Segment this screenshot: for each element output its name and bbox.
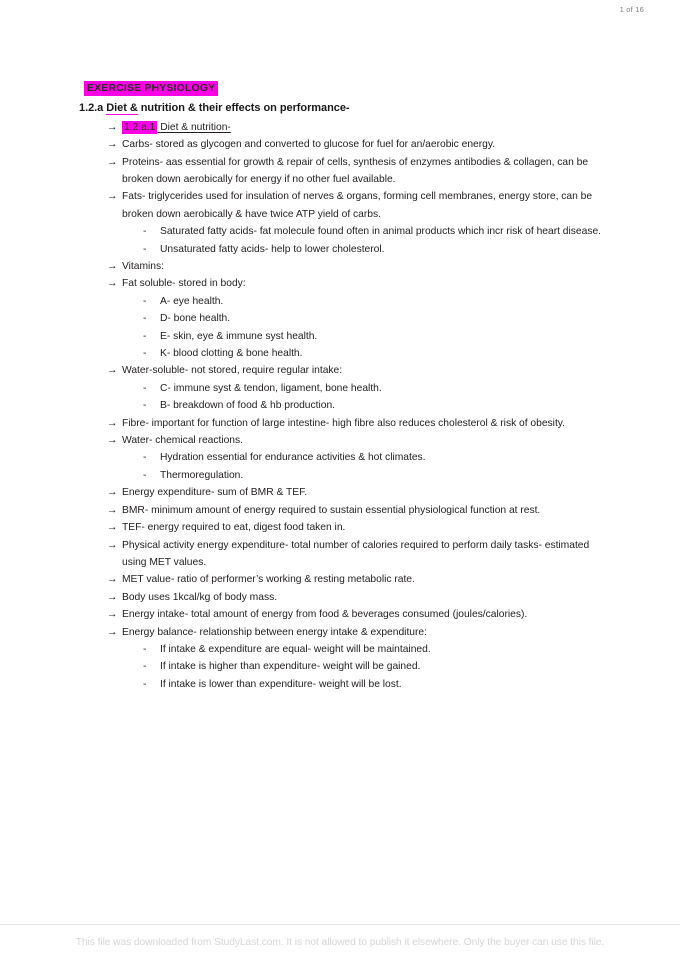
list-item-text: Fats- triglycerides used for insulation of nerves & organs, forming cell membranes, energy store, can be broken down aerobically & have twice ATP yield of carbs. [122, 191, 593, 220]
sub-list [122, 641, 602, 693]
list-item [0, 571, 680, 588]
dash-bullet-icon: - [143, 330, 147, 342]
sub-list-item [122, 676, 602, 693]
dash-bullet-icon: - [143, 678, 147, 690]
dash-bullet-icon: - [143, 469, 147, 481]
arrow-bullet-icon: → [107, 260, 118, 273]
sub-list-item-text: Hydration essential for endurance activities & hot climates. [160, 452, 426, 464]
list-item-text: Vitamins: [122, 261, 164, 273]
list-item-text: Energy balance- relationship between energy intake & expenditure: [122, 626, 427, 638]
sub-list-item-text: B- breakdown of food & hb production. [160, 400, 335, 412]
sub-list-item [122, 467, 602, 484]
arrow-bullet-icon: → [107, 190, 118, 203]
list-item-text: Energy expenditure- sum of BMR & TEF. [122, 487, 308, 499]
list-item-text: TEF- energy required to eat, digest food taken in. [122, 522, 346, 534]
dash-bullet-icon: - [143, 382, 147, 394]
sub-list-item-text: If intake is higher than expenditure- weight will be gained. [160, 661, 421, 673]
dash-bullet-icon: - [143, 313, 147, 325]
list-item-text: Energy intake- total amount of energy from food & beverages consumed (joules/calories). [122, 609, 528, 621]
dash-bullet-icon: - [143, 643, 147, 655]
list-item [0, 136, 680, 153]
arrow-bullet-icon: → [107, 625, 118, 638]
list-item-text: Body uses 1kcal/kg of body mass. [122, 591, 278, 603]
sub-list-item [122, 328, 602, 345]
dash-bullet-icon: - [143, 400, 147, 412]
sub-list-item-text: K- blood clotting & bone health. [160, 348, 303, 360]
dash-bullet-icon: - [143, 243, 147, 255]
section-tag: EXERCISE PHYSIOLOGY [84, 81, 218, 96]
page-title [79, 102, 680, 116]
list-item [0, 275, 680, 362]
sub-list [122, 293, 602, 363]
list-item-text: Proteins- aas essential for growth & repair of cells, synthesis of enzymes antibodies & collagen, can be broken down aerobically for energy if no other fuel available. [122, 156, 589, 185]
subsection-label: Diet & nutrition- [160, 121, 231, 133]
sub-list-item [122, 397, 602, 414]
list-item [0, 606, 680, 623]
list-item [0, 484, 680, 501]
arrow-bullet-icon: → [107, 364, 118, 377]
list-item [0, 188, 680, 258]
document-body [0, 78, 680, 693]
arrow-bullet-icon: → [107, 486, 118, 499]
sub-list-item-text: Thermoregulation. [160, 469, 244, 481]
sub-list-item-text: D- bone health. [160, 313, 231, 325]
list-item [0, 415, 680, 432]
list-item [0, 537, 680, 572]
list-item [0, 362, 680, 414]
arrow-bullet-icon: → [107, 277, 118, 290]
arrow-bullet-icon: → [107, 155, 118, 168]
dash-bullet-icon: - [143, 226, 147, 238]
sub-list-item-text: Saturated fatty acids- fat molecule found often in animal products which incr risk of heart disease. [160, 226, 601, 238]
list-item-text: Fat soluble- stored in body: [122, 278, 246, 290]
arrow-bullet-icon: → [107, 573, 118, 586]
sub-list-item-text: C- immune syst & tendon, ligament, bone health. [160, 382, 382, 394]
arrow-bullet-icon: → [107, 138, 118, 151]
section-tag-row [84, 78, 680, 96]
list-item [0, 432, 680, 484]
list-item [0, 589, 680, 606]
footer-divider [0, 924, 680, 925]
page-indicator: 1 of 16 [619, 5, 644, 14]
arrow-bullet-icon: → [107, 434, 118, 447]
dash-bullet-icon: - [143, 348, 147, 360]
sub-list-item [122, 241, 602, 258]
list-item [0, 519, 680, 536]
arrow-bullet-icon: → [107, 503, 118, 516]
sub-list-item [122, 310, 602, 327]
list-item [0, 258, 680, 275]
footer-notice: This file was downloaded from StudyLast.com. It is not allowed to publish it elsewhere. Only the buyer can use this file. [75, 937, 605, 948]
list-item-subsection [0, 119, 680, 136]
list-item-text: Fibre- important for function of large intestine- high fibre also reduces cholesterol & risk of obesity. [122, 417, 565, 429]
arrow-bullet-icon: → [107, 608, 118, 621]
sub-list-item [122, 380, 602, 397]
sub-list [122, 449, 602, 484]
dash-bullet-icon: - [143, 452, 147, 464]
sub-list-item [122, 345, 602, 362]
arrow-bullet-icon: → [107, 538, 118, 551]
heading-prefix: 1.2.a [79, 102, 107, 115]
list-item-text: MET value- ratio of performer’s working & resting metabolic rate. [122, 574, 415, 586]
sub-list-item-text: If intake & expenditure are equal- weight will be maintained. [160, 643, 431, 655]
sub-list-item-text: E- skin, eye & immune syst health. [160, 330, 318, 342]
sub-list-item [122, 658, 602, 675]
heading-rest: nutrition & their effects on performance- [137, 102, 350, 115]
notes-list [0, 119, 680, 693]
dash-bullet-icon: - [143, 661, 147, 673]
arrow-bullet-icon: → [107, 416, 118, 429]
arrow-bullet-icon: → [107, 521, 118, 534]
list-item-text: Carbs- stored as glycogen and converted to glucose for fuel for an/aerobic energy. [122, 139, 496, 151]
sub-list-item-text: Unsaturated fatty acids- help to lower cholesterol. [160, 243, 385, 255]
heading-underlined-part: Diet & [106, 102, 138, 115]
list-item [0, 502, 680, 519]
sub-list-item [122, 223, 602, 240]
sub-list-item-text: A- eye health. [160, 295, 224, 307]
list-item-text: Water-soluble- not stored, require regular intake: [122, 365, 343, 377]
sub-list-item-text: If intake is lower than expenditure- weight will be lost. [160, 678, 402, 690]
arrow-bullet-icon: → [107, 120, 118, 133]
subsection-code: 1.2.a.1 [124, 121, 156, 133]
list-item-text: Physical activity energy expenditure- total number of calories required to perform daily tasks- estimated using MET values. [122, 539, 590, 568]
sub-list-item [122, 293, 602, 310]
list-item [0, 154, 680, 189]
sub-list-item [122, 641, 602, 658]
sub-list-item [122, 449, 602, 466]
list-item [0, 624, 680, 694]
arrow-bullet-icon: → [107, 590, 118, 603]
sub-list [122, 380, 602, 415]
sub-list [122, 223, 602, 258]
dash-bullet-icon: - [143, 295, 147, 307]
list-item-text: BMR- minimum amount of energy required to sustain essential physiological function at rest. [122, 504, 541, 516]
list-item-text: Water- chemical reactions. [122, 435, 243, 447]
